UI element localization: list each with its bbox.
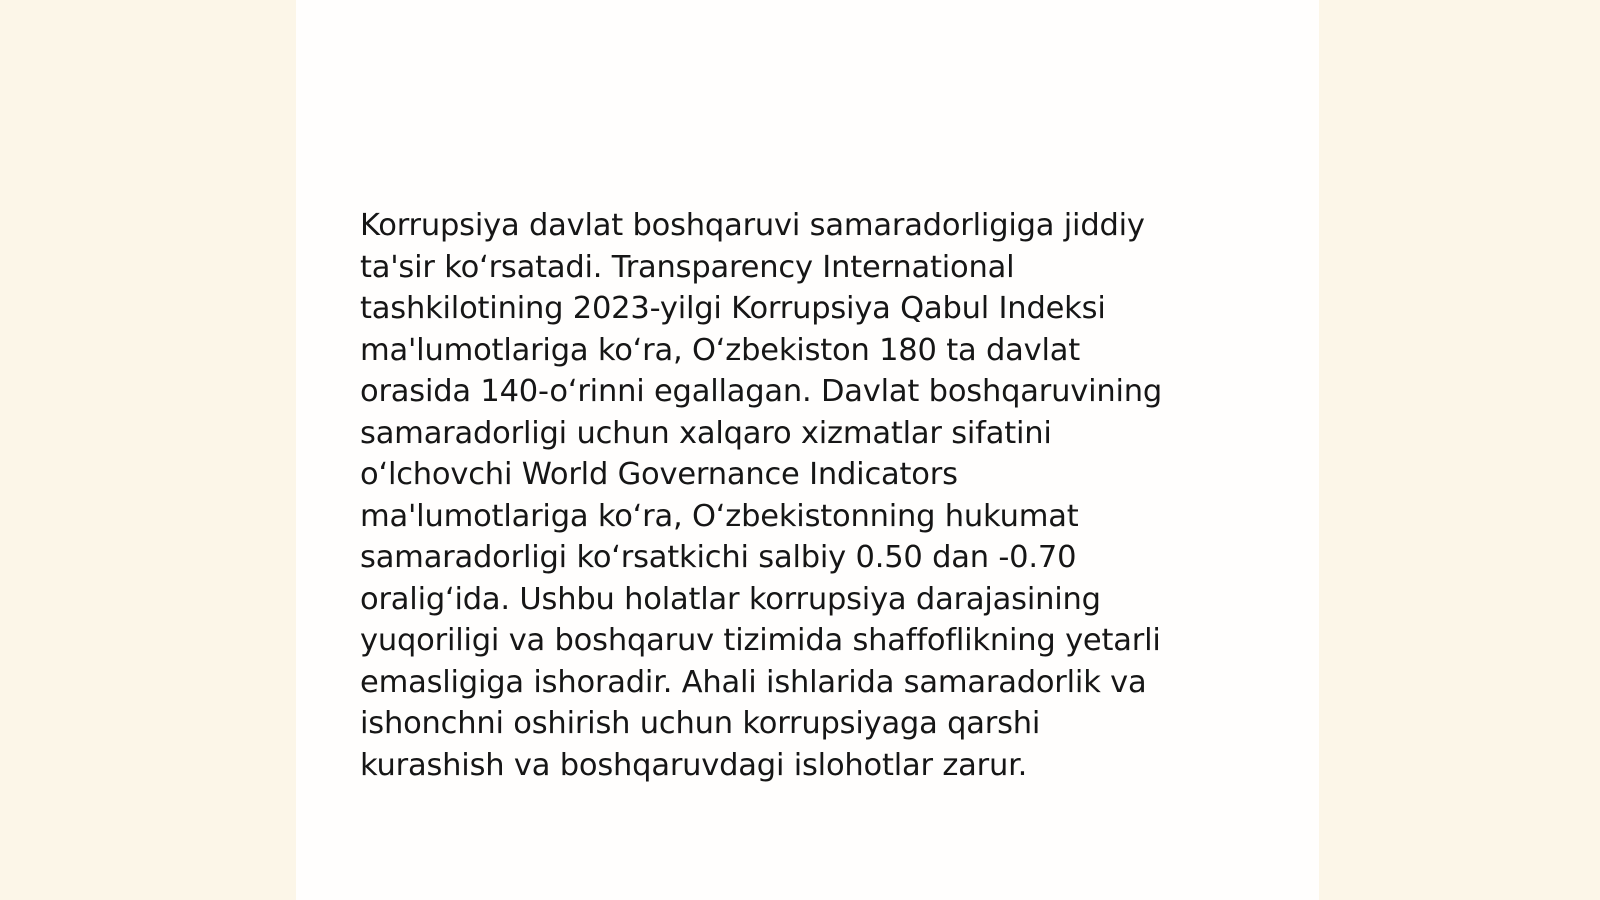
document-page [296, 0, 1319, 900]
body-paragraph: Korrupsiya davlat boshqaruvi samaradorligiga jiddiy ta'sir koʻrsatadi. Transparency International tashkilotining 2023-yilgi Korrupsiya Qabul Indeksi ma'lumotlariga koʻra, Oʻzbekiston 180 ta davlat orasida 140-oʻrinni egallagan. Davlat boshqaruvining samaradorligi uchun xalqaro xizmatlar sifatini oʻlchovchi World Governance Indicators ma'lumotlariga koʻra, Oʻzbekistonning hukumat samaradorligi koʻrsatkichi salbiy 0.50 dan -0.70 oraligʻida. Ushbu holatlar korrupsiya darajasining yuqoriligi va boshqaruv tizimida shaffoflikning yetarli emasligiga ishoradir. Ahali ishlarida samaradorlik va ishonchni oshirish uchun korrupsiyaga qarshi kurashish va boshqaruvdagi islohotlar zarur. [360, 208, 1163, 783]
